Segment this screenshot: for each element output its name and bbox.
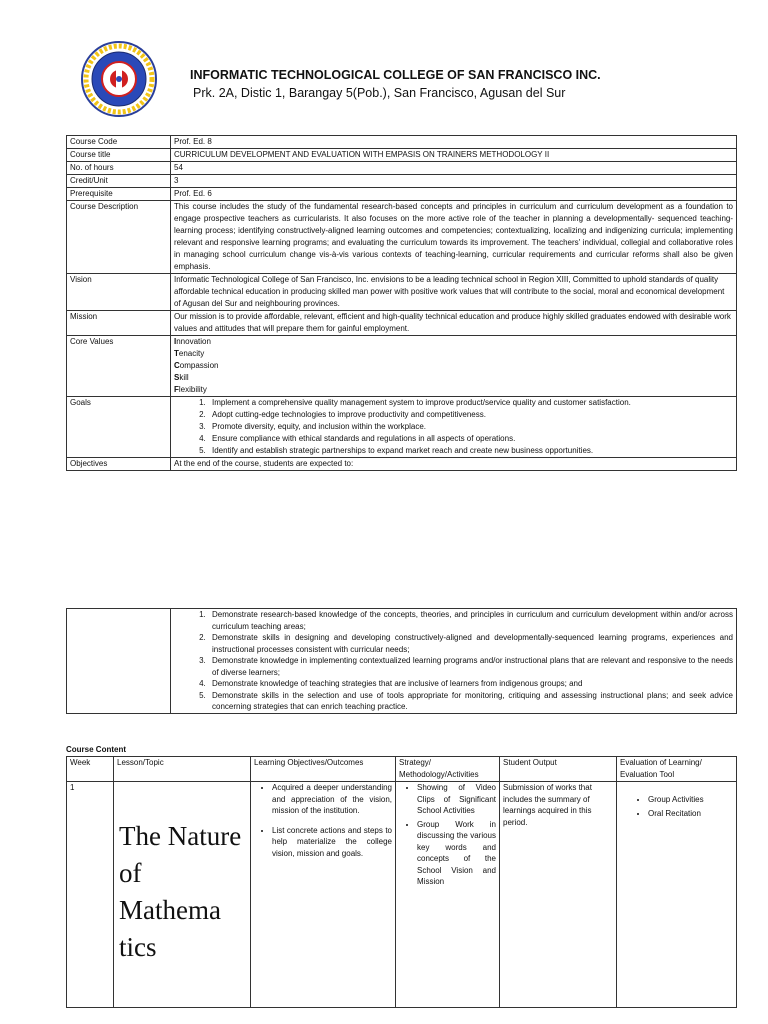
credit-row [67,175,737,188]
strategy-item: • Showing of Video Clips of Significant School Activities [417,782,496,817]
objectives-header: Learning Objectives/Outcomes [251,757,396,782]
course-content-header-row [67,757,737,782]
description-value: This course includes the study of the fundamental research-based concepts and principles in curriculum and curriculum development as a foundation to engage prospective teachers as curricularists. It also focuses on the more active role of the teacher in planning a developmentally- sequenced teaching-learning process; identifying constructively-aligned learning outcomes and competencies; contextualizing, localizing and indigenizing curricula; implementing relevant and responsive learning programs; and evaluating the curriculum towards its improvement. The teachers' individual, collegial and collaborative roles in managing school curriculum change vis-à-vis various contexts of teaching-learning, curricular requirements and curricular reforms shall also be given emphasis. [171,201,737,274]
week-header: Week [67,757,114,782]
document-header [80,40,700,120]
learning-objective-item: • List concrete actions and steps to help materialize the college vision, mission and goals. [272,825,392,860]
core-values-row [67,336,737,397]
vision-row [67,274,737,311]
course-title-value: CURRICULUM DEVELOPMENT AND EVALUATION WITH EMPASIS ON TRAINERS METHODOLOGY II [171,149,737,162]
course-info-table [66,135,737,471]
credit-value: 3 [171,175,737,188]
course-code-label: Course Code [67,136,171,149]
learning-objective-item: • Acquired a deeper understanding and appreciation of the vision, mission of the institution. [272,782,392,817]
credit-label: Credit/Unit [67,175,171,188]
college-seal-logo [80,40,158,118]
strategy-cell [396,782,500,1008]
core-value-item: Innovation [174,337,211,346]
school-address: Prk. 2A, Distic 1, Barangay 5(Pob.), San Francisco, Agusan del Sur [193,86,566,100]
objectives-list [171,609,737,714]
mission-value: Our mission is to provide affordable, relevant, efficient and high-quality technical education and produce highly skilled graduates endowed with desirable work values and attitudes that will prepare them for gainful employment. [171,311,737,336]
topic-header: Lesson/Topic [114,757,251,782]
course-title-label: Course title [67,149,171,162]
objectives-table [66,608,737,714]
course-code-value: Prof. Ed. 8 [171,136,737,149]
hours-row [67,162,737,175]
course-content-row [67,782,737,1008]
core-values-list [171,336,737,397]
mission-label: Mission [67,311,171,336]
evaluation-item: • Group Activities [648,794,733,806]
objective-item: 1. Demonstrate research-based knowledge of the concepts, theories, and principles in curriculum and curriculum development within and/or across curriculum teaching areas; [208,609,733,632]
goals-label: Goals [67,397,171,458]
objectives-intro: At the end of the course, students are expected to: [171,458,737,471]
description-label: Course Description [67,201,171,274]
vision-label: Vision [67,274,171,311]
prerequisite-label: Prerequisite [67,188,171,201]
description-row [67,201,737,274]
core-values-label: Core Values [67,336,171,397]
strategy-header: Strategy/ Methodology/Activities [396,757,500,782]
goal-item: 2. Adopt cutting-edge technologies to improve productivity and competitiveness. [208,409,733,421]
objectives-empty-cell [67,609,171,714]
course-content-table [66,756,737,1008]
core-value-item: Compassion [174,361,219,370]
student-output-cell: Submission of works that includes the summary of learnings acquired in this period. [500,782,617,1008]
course-content-title: Course Content [66,745,126,754]
hours-label: No. of hours [67,162,171,175]
objectives-label: Objectives [67,458,171,471]
vision-value: Informatic Technological College of San Francisco, Inc. envisions to be a leading technical school in Region XIII, Committed to uphold standards of quality affordable technical education in producing skilled man power with positive work values that will contribute to the social, moral and economical development of Agusan del Sur and neighbouring provinces. [171,274,737,311]
strategy-item: • Group Work in discussing the various key words and concepts of the School Vision and Mission [417,819,496,888]
objective-item: 3. Demonstrate knowledge in implementing contextualized learning programs and/or instructional plans that are relevant and responsive to the needs of diverse learners; [208,655,733,678]
objectives-row [67,458,737,471]
objective-item: 2. Demonstrate skills in designing and developing constructively-aligned and developmentally-sequenced learning programs, experiences and instructional processes consistent with curricular needs; [208,632,733,655]
objectives-list-row [67,609,737,714]
goal-item: 3. Promote diversity, equity, and inclusion within the workplace. [208,421,733,433]
goal-item: 1. Implement a comprehensive quality management system to improve product/service quality and customer satisfaction. [208,397,733,409]
mission-row [67,311,737,336]
core-value-item: Flexibility [174,385,207,394]
objective-item: 4. Demonstrate knowledge of teaching strategies that are inclusive of learners from indigenous groups; and [208,678,733,690]
output-header: Student Output [500,757,617,782]
course-code-row [67,136,737,149]
objective-item: 5. Demonstrate skills in the selection and use of tools appropriate for monitoring, critiquing and assessing instructional plans; and seek advice concerning strategies that can enrich teaching practice. [208,690,733,713]
core-value-item: Tenacity [174,349,205,358]
course-title-row [67,149,737,162]
goals-list [171,397,737,458]
learning-objectives-cell [251,782,396,1008]
evaluation-header: Evaluation of Learning/ Evaluation Tool [617,757,737,782]
evaluation-item: • Oral Recitation [648,808,733,820]
week-cell: 1 [67,782,114,1008]
prerequisite-row [67,188,737,201]
goal-item: 5. Identify and establish strategic partnerships to expand market reach and create new business opportunities. [208,445,733,457]
topic-text: The Nature of Mathema tics [119,821,242,962]
topic-cell [114,782,251,1008]
goal-item: 4. Ensure compliance with ethical standards and regulations in all aspects of operations. [208,433,733,445]
goals-row [67,397,737,458]
core-value-item: Skill [174,373,189,382]
evaluation-cell [617,782,737,1008]
hours-value: 54 [171,162,737,175]
school-name: INFORMATIC TECHNOLOGICAL COLLEGE OF SAN FRANCISCO INC. [190,68,601,82]
prerequisite-value: Prof. Ed. 6 [171,188,737,201]
